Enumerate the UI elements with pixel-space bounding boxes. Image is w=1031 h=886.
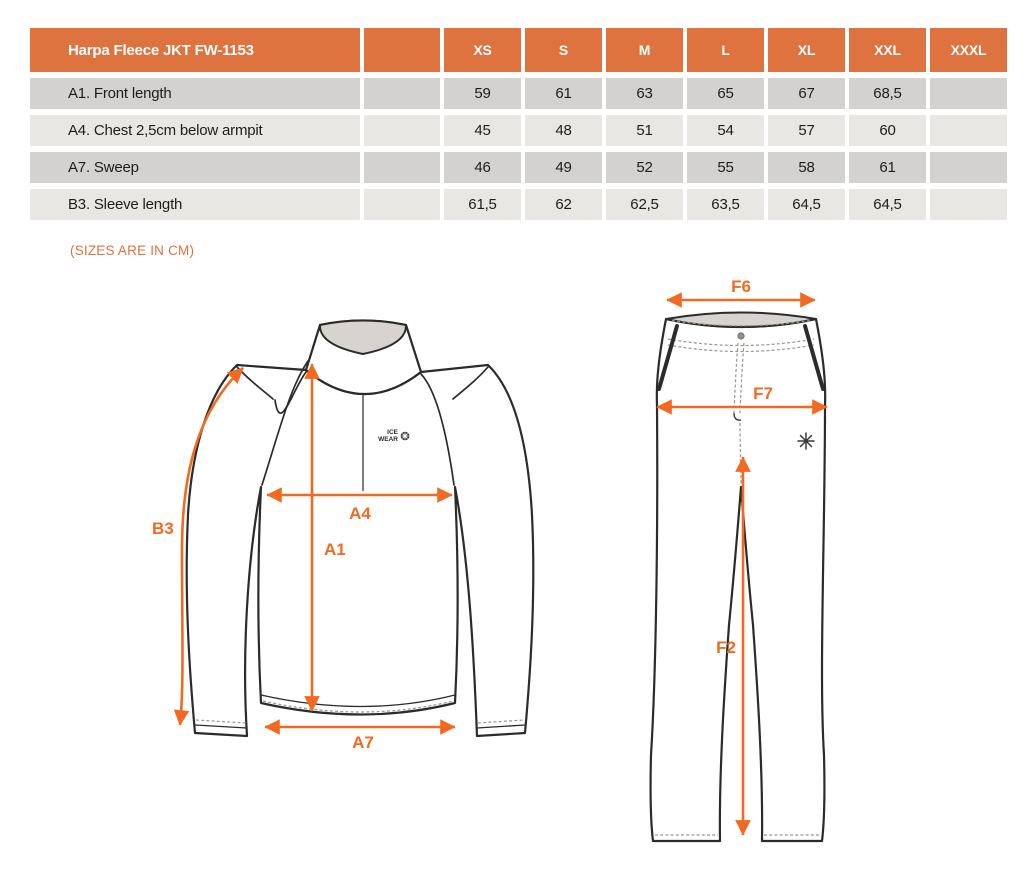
size-value	[930, 189, 1007, 220]
snowflake-logo	[798, 433, 814, 449]
row-spacer-cell	[364, 152, 440, 183]
size-value: 54	[687, 115, 764, 146]
label-F6: F6	[731, 277, 751, 296]
size-value: 67	[768, 78, 845, 109]
size-value: 64,5	[849, 189, 926, 220]
size-value	[930, 115, 1007, 146]
size-value: 61	[525, 78, 602, 109]
size-value: 58	[768, 152, 845, 183]
size-value: 46	[444, 152, 521, 183]
size-value: 62,5	[606, 189, 683, 220]
size-table	[30, 28, 1007, 220]
snowflake-icon	[401, 432, 410, 441]
size-value: 68,5	[849, 78, 926, 109]
label-A7: A7	[352, 733, 374, 752]
size-value	[930, 78, 1007, 109]
product-title: Harpa Fleece JKT FW-1153	[30, 28, 360, 72]
size-value: 55	[687, 152, 764, 183]
size-value: 64,5	[768, 189, 845, 220]
size-value: 63	[606, 78, 683, 109]
size-header-s: S	[525, 28, 602, 72]
size-value: 45	[444, 115, 521, 146]
size-header-m: M	[606, 28, 683, 72]
row-label: A4. Chest 2,5cm below armpit	[30, 115, 360, 146]
label-A1: A1	[324, 540, 346, 559]
size-value: 63,5	[687, 189, 764, 220]
size-value: 52	[606, 152, 683, 183]
label-B3: B3	[152, 519, 174, 538]
size-value: 62	[525, 189, 602, 220]
size-value: 51	[606, 115, 683, 146]
logo-line2: WEAR	[378, 436, 398, 443]
size-header-xxxl: XXXL	[930, 28, 1007, 72]
pants-diagram	[620, 275, 850, 860]
row-spacer-cell	[364, 115, 440, 146]
size-header-xs: XS	[444, 28, 521, 72]
logo-line1: ICE	[387, 429, 398, 436]
size-value: 60	[849, 115, 926, 146]
size-value: 61	[849, 152, 926, 183]
label-F7: F7	[753, 384, 773, 403]
row-spacer-cell	[364, 189, 440, 220]
pants-outline	[651, 313, 826, 842]
size-value: 61,5	[444, 189, 521, 220]
label-F2: F2	[716, 638, 736, 657]
waist-button	[738, 333, 744, 339]
size-header-xl: XL	[768, 28, 845, 72]
row-label: B3. Sleeve length	[30, 189, 360, 220]
size-value: 48	[525, 115, 602, 146]
jacket-outline	[187, 321, 534, 737]
size-value	[930, 152, 1007, 183]
row-label: A7. Sweep	[30, 152, 360, 183]
size-value: 49	[525, 152, 602, 183]
row-label: A1. Front length	[30, 78, 360, 109]
sizes-unit-note: (SIZES ARE IN CM)	[70, 243, 195, 258]
label-A4: A4	[349, 504, 371, 523]
row-spacer-cell	[364, 78, 440, 109]
header-spacer-cell	[364, 28, 440, 72]
size-value: 57	[768, 115, 845, 146]
size-header-xxl: XXL	[849, 28, 926, 72]
size-header-l: L	[687, 28, 764, 72]
size-value: 65	[687, 78, 764, 109]
jacket-diagram	[140, 295, 560, 765]
size-value: 59	[444, 78, 521, 109]
